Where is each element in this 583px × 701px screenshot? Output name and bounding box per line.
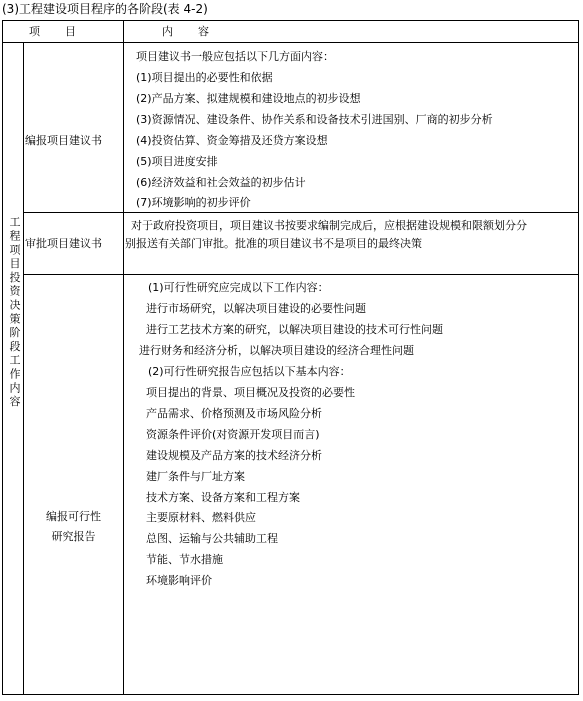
feasibility-line: 技术方案、设备方案和工程方案	[146, 491, 300, 504]
row-label-line: 编报可行性	[46, 510, 101, 523]
table-caption: (3)工程建设项目程序的各阶段(表 4-2)	[2, 2, 208, 16]
feasibility-line: 产品需求、价格预测及市场风险分析	[146, 407, 322, 420]
feasibility-line: 进行市场研究，以解决项目建设的必要性问题	[146, 302, 366, 315]
feasibility-line: (1)可行性研究应完成以下工作内容：	[148, 281, 329, 294]
header-content: 内 容	[162, 25, 210, 38]
row-label-approval: 审批项目建议书	[25, 237, 102, 250]
feasibility-line: 节能、节水措施	[146, 553, 223, 566]
proposal-line: (7)环境影响的初步评价	[136, 196, 251, 209]
feasibility-line: 环境影响评价	[146, 574, 212, 587]
proposal-line: (1)项目提出的必要性和依据	[136, 71, 273, 84]
feasibility-line: (2)可行性研究报告应包括以下基本内容：	[148, 365, 351, 378]
proposal-line: (6)经济效益和社会效益的初步估计	[136, 176, 306, 189]
row-divider-1	[23, 212, 578, 213]
feasibility-line: 主要原材料、燃料供应	[146, 511, 256, 524]
row-divider-2	[23, 274, 578, 275]
header-item: 项 目	[29, 25, 77, 38]
item-column-divider	[123, 21, 124, 694]
feasibility-line: 总图、运输与公共辅助工程	[146, 532, 278, 545]
proposal-line: 项目建议书一般应包括以下几方面内容：	[136, 50, 334, 63]
feasibility-line: 进行工艺技术方案的研究，以解决项目建设的技术可行性问题	[146, 323, 443, 336]
row-label-proposal: 编报项目建议书	[25, 134, 102, 147]
proposal-line: (2)产品方案、拟建规模和建设地点的初步设想	[136, 92, 361, 105]
stage-column-divider	[23, 43, 24, 694]
proposal-line: (4)投资估算、资金筹措及还贷方案设想	[136, 134, 328, 147]
feasibility-line: 进行财务和经济分析，以解决项目建设的经济合理性问题	[139, 344, 414, 357]
feasibility-line: 建厂条件与厂址方案	[146, 470, 245, 483]
stage-label: 工程项目投资决策阶段工作内容	[8, 216, 21, 410]
proposal-line: (5)项目进度安排	[136, 155, 218, 168]
header-divider	[3, 42, 578, 43]
row-label-line: 研究报告	[51, 530, 96, 543]
row-label-feasibility	[24, 510, 123, 544]
feasibility-line: 建设规模及产品方案的技术经济分析	[146, 449, 322, 462]
proposal-line: (3)资源情况、建设条件、协作关系和设备技术引进国别、厂商的初步分析	[136, 113, 493, 126]
approval-line: 对于政府投资项目，项目建议书按要求编制完成后，应根据建设规模和限额划分分	[131, 219, 527, 232]
feasibility-line: 项目提出的背景、项目概况及投资的必要性	[146, 386, 355, 399]
feasibility-line: 资源条件评价(对资源开发项目而言)	[146, 428, 320, 441]
stage-table	[2, 20, 579, 695]
approval-line: 别报送有关部门审批。批准的项目建议书不是项目的最终决策	[125, 237, 422, 250]
